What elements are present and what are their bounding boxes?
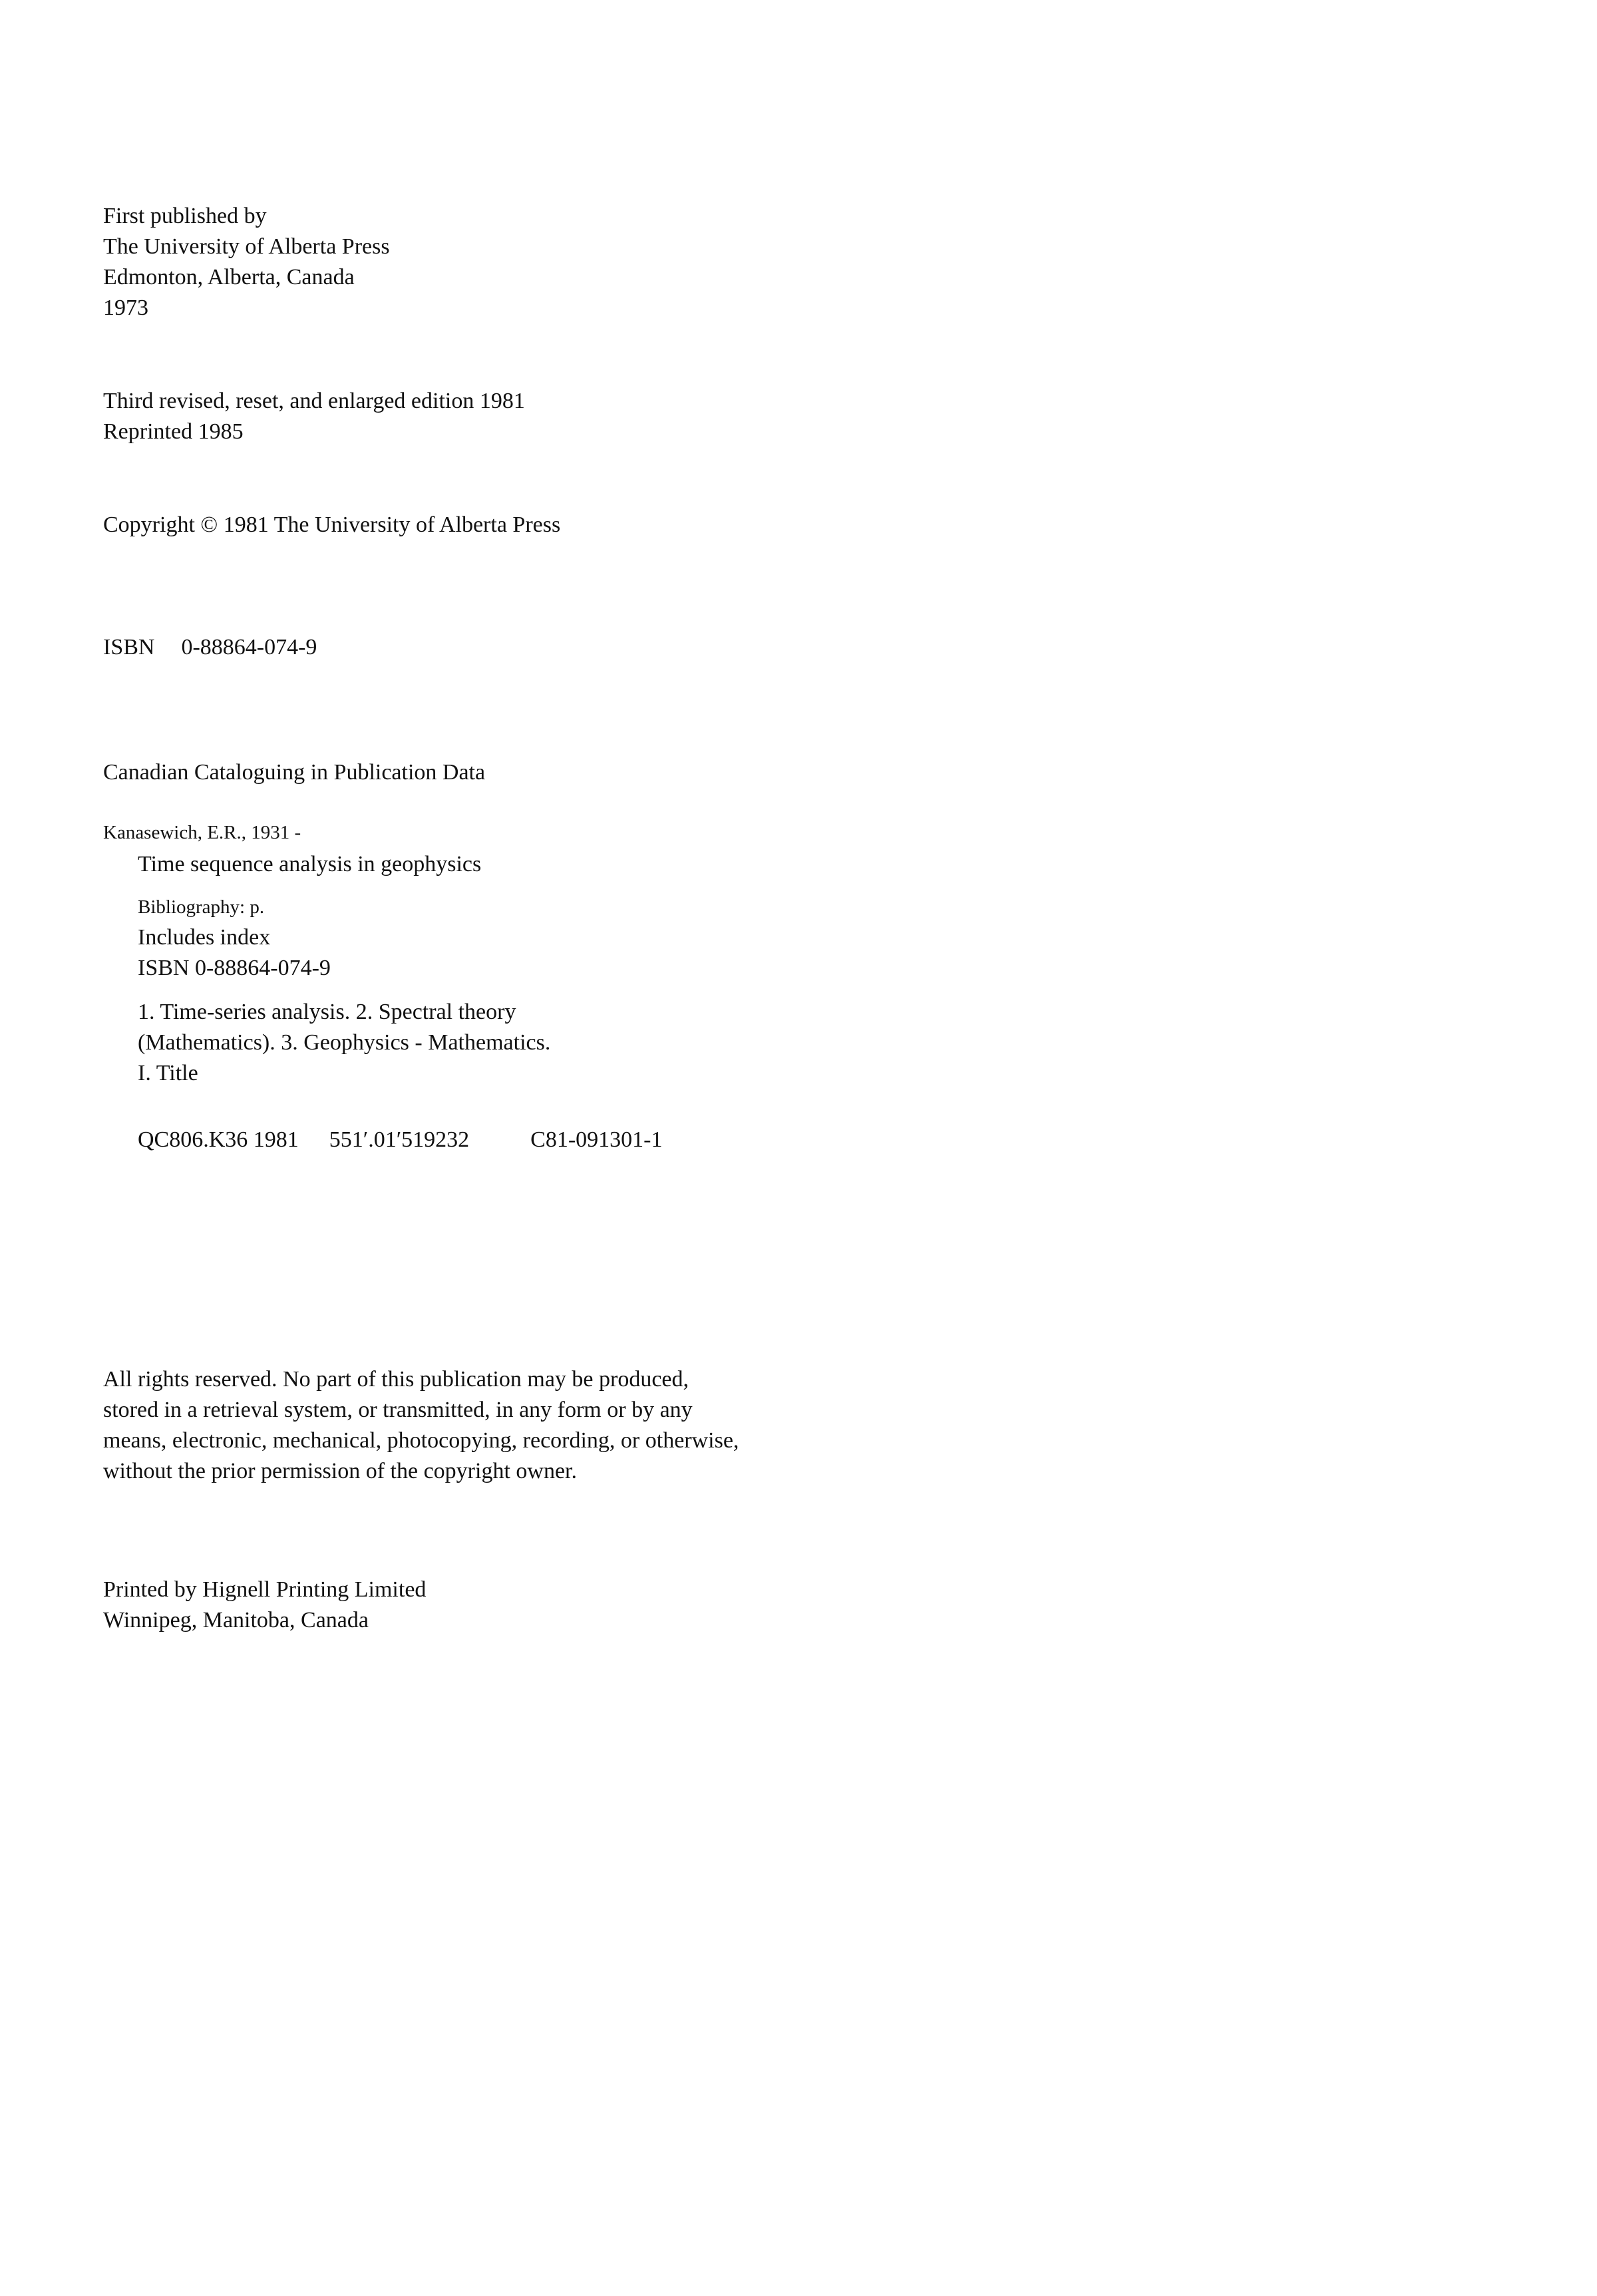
dewey-number: 551′.01′519232 — [329, 1127, 470, 1152]
isbn-value: 0-88864-074-9 — [181, 635, 317, 660]
publisher-name-line: The University of Alberta Press — [103, 234, 390, 259]
isbn-block — [103, 632, 317, 663]
rights-line: without the prior permission of the copyright owner. — [103, 1459, 577, 1483]
cip-subjects-block — [103, 997, 550, 1089]
cip-title-entry: I. Title — [138, 1061, 198, 1085]
publisher-location-line: Edmonton, Alberta, Canada — [103, 265, 355, 289]
cip-classification-block — [103, 1125, 663, 1155]
rights-block — [103, 1364, 739, 1487]
first-published-line: First published by — [103, 204, 267, 228]
cip-note-index: Includes index — [138, 925, 271, 950]
cip-title-block — [103, 849, 481, 880]
copyright-notice: Copyright © 1981 The University of Alberta Press — [103, 512, 561, 537]
cip-number: C81-091301-1 — [530, 1127, 663, 1152]
cip-notes-block — [103, 892, 331, 984]
edition-block — [103, 386, 525, 447]
rights-line: means, electronic, mechanical, photocopying, recording, or otherwise, — [103, 1428, 739, 1453]
printer-block — [103, 1575, 426, 1636]
rights-line: stored in a retrieval system, or transmitted, in any form or by any — [103, 1398, 693, 1422]
cip-heading-block — [103, 757, 485, 788]
copyright-block — [103, 510, 560, 540]
cip-note-bibliography: Bibliography: p. — [138, 896, 265, 918]
cip-title: Time sequence analysis in geophysics — [138, 852, 482, 876]
edition-line: Third revised, reset, and enlarged edition 1981 — [103, 389, 525, 413]
cip-heading: Canadian Cataloguing in Publication Data — [103, 760, 486, 785]
isbn-label: ISBN — [103, 635, 155, 660]
cip-subject-line: (Mathematics). 3. Geophysics - Mathematics. — [138, 1030, 551, 1055]
cip-subject-line: 1. Time-series analysis. 2. Spectral theory — [138, 1000, 516, 1024]
cip-note-isbn: ISBN 0-88864-074-9 — [138, 956, 331, 980]
printer-name: Printed by Hignell Printing Limited — [103, 1577, 427, 1602]
cip-author: Kanasewich, E.R., 1931 - — [103, 822, 301, 843]
lc-call-number: QC806.K36 1981 — [138, 1127, 299, 1152]
first-published-year: 1973 — [103, 295, 148, 320]
rights-line: All rights reserved. No part of this publication may be produced, — [103, 1367, 689, 1392]
cip-author-block — [103, 817, 301, 848]
reprint-line: Reprinted 1985 — [103, 419, 244, 444]
printer-location: Winnipeg, Manitoba, Canada — [103, 1608, 369, 1632]
first-published-block — [103, 201, 390, 323]
